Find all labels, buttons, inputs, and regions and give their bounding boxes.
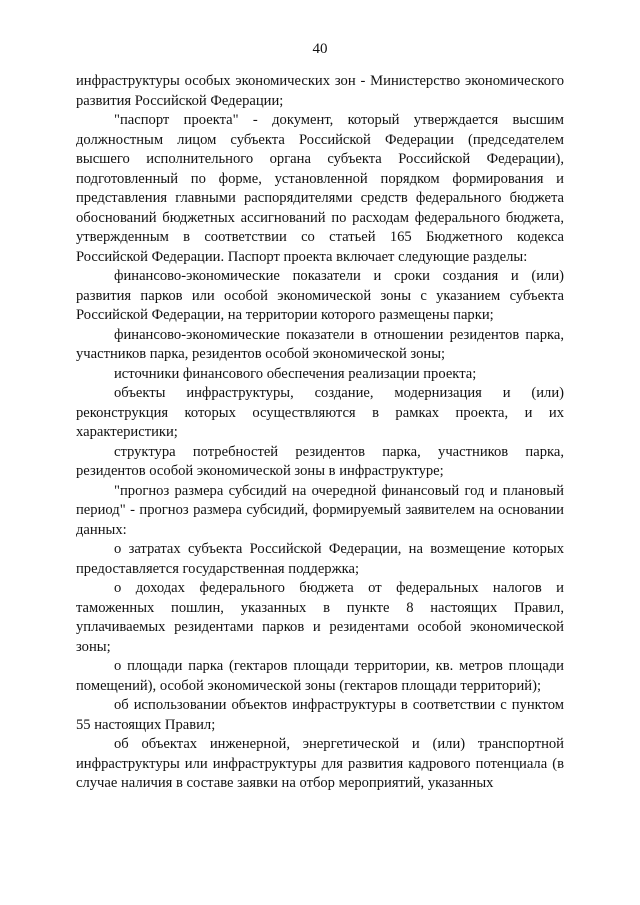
document-body [76, 72, 564, 794]
paragraph: об использовании объектов инфраструктуры в соответствии с пунктом 55 настоящих Правил; [76, 697, 564, 733]
paragraph: "прогноз размера субсидий на очередной финансовый год и плановый период" - прогноз размера субсидий, формируемый заявителем на основании данных: [76, 482, 564, 538]
paragraph: структура потребностей резидентов парка, участников парка, резидентов особой экономической зоны в инфраструктуре; [76, 443, 564, 479]
paragraph: о доходах федерального бюджета от федеральных налогов и таможенных пошлин, указанных в пункте 8 настоящих Правил, уплачиваемых резидентами парков и резидентами особой экономической зоны; [76, 580, 564, 655]
paragraph: финансово-экономические показатели и сроки создания и (или) развития парков или особой экономической зоны с указанием субъекта Российской Федерации, на территории которого размещены парки; [76, 268, 564, 323]
paragraph: объекты инфраструктуры, создание, модернизация и (или) реконструкция которых осуществляются в рамках проекта, и их характеристики; [76, 385, 564, 440]
paragraph: о площади парка (гектаров площади территории, кв. метров площади помещений), особой экономической зоны (гектаров площади территорий); [76, 658, 564, 694]
paragraph: инфраструктуры особых экономических зон - Министерство экономического развития Российской Федерации; [76, 73, 564, 109]
paragraph: "паспорт проекта" - документ, который утверждается высшим должностным лицом субъекта Российской Федерации (председателем высшего исполнительного органа субъекта Российской Федерации), подготовленный по форме, установленной порядком формирования и представления главными распорядителями средств федерального бюджета обоснований бюджетных ассигнований по расходам федерального бюджета, утвержденным в соответствии со статьей 165 Бюджетного кодекса Российской Федерации. Паспорт проекта включает следующие разделы: [76, 112, 564, 265]
paragraph: источники финансового обеспечения реализации проекта; [114, 365, 477, 382]
paragraph: о затратах субъекта Российской Федерации, на возмещение которых предоставляется государственная поддержка; [76, 541, 564, 577]
page-number: 40 [312, 41, 328, 57]
paragraph: об объектах инженерной, энергетической и (или) транспортной инфраструктуры или инфраструктуры для развития кадрового потенциала (в случае наличия в составе заявки на отбор мероприятий, указанных [76, 736, 564, 791]
paragraph: финансово-экономические показатели в отношении резидентов парка, участников парка, резидентов особой экономической зоны; [76, 326, 564, 362]
